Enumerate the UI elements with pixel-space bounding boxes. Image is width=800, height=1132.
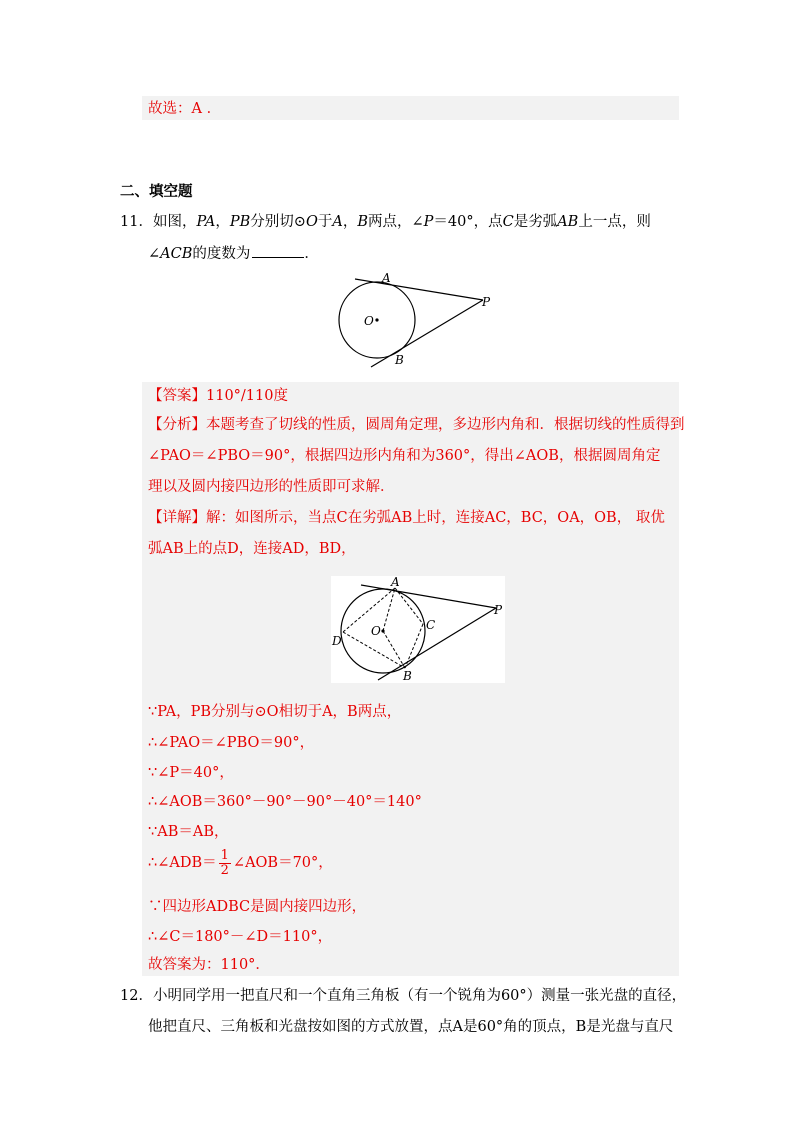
section-title: 二、填空题 xyxy=(120,183,193,200)
fig1-tangent-pa xyxy=(355,279,483,300)
fig1-label-a: A xyxy=(382,271,391,285)
q11-step-4: ∴∠AOB＝360°－90°－90°－40°＝140° xyxy=(148,794,422,810)
q11-step-9: 故答案为：110°． xyxy=(148,957,270,973)
q10-answer-block xyxy=(142,96,679,120)
fig1-label-p: P xyxy=(482,295,491,309)
q11-step-7: ∵四边形ADBC是圆内接四边形， xyxy=(148,899,367,915)
fig2-label-p: P xyxy=(494,603,503,617)
fraction-one-half: $\frac{1}{2}$ xyxy=(220,847,229,878)
q11-figure-2 xyxy=(331,576,505,683)
q11-step-6: ∴∠ADB＝ $\frac{1}{2}$ ∠AOB＝70°， xyxy=(148,847,333,878)
q12-line2: 他把直尺、三角板和光盘按如图的方式放置，点A是60°角的顶点，B是光盘与直尺 xyxy=(148,1019,674,1035)
q11-number: 11． xyxy=(120,214,153,230)
q12-line1: 12．小明同学用一把直尺和一个直角三角板（有一个锐角为60°）测量一张光盘的直径， xyxy=(120,988,687,1004)
fig2-label-b: B xyxy=(403,669,412,683)
q11-question-line2: ∠ACB的度数为 ． xyxy=(148,243,319,264)
fig2-background xyxy=(331,576,505,683)
q11-step-8: ∴∠C＝180°－∠D＝110°， xyxy=(148,929,333,945)
q11-analysis-line3: 理以及圆内接四边形的性质即可求解． xyxy=(148,479,395,495)
q11-analysis-line2: ∠PAO＝∠PBO＝90°，根据四边形内角和为360°，得出∠AOB，根据圆周角定 xyxy=(148,448,661,464)
fig2-label-a: A xyxy=(391,576,400,589)
fig1-tangent-pb xyxy=(371,300,483,367)
q11-detail-line2: 弧AB上的点D，连接AD，BD， xyxy=(148,541,356,557)
q11-step-5: ∵AB＝AB， xyxy=(148,824,229,840)
fig1-label-o: O xyxy=(364,314,374,328)
fig2-label-o: O xyxy=(371,624,381,638)
fig1-center xyxy=(375,318,378,321)
q11-step-1: ∵PA，PB分别与⊙O相切于A，B两点， xyxy=(148,704,402,720)
q12-number: 12． xyxy=(120,988,153,1004)
q11-answer: 【答案】110°/110度 xyxy=(148,388,288,404)
q11-detail-line1: 【详解】解：如图所示，当点C在劣弧AB上时，连接AC，BC，OA，OB， 取优 xyxy=(148,510,665,526)
fig2-label-c: C xyxy=(426,618,436,632)
q11-step-2: ∴∠PAO＝∠PBO＝90°， xyxy=(148,735,315,751)
q11-figure-1 xyxy=(335,270,495,370)
q11-step-3: ∵∠P＝40°， xyxy=(148,765,234,781)
q11-question-line1: 11．如图，PA，PB分别切⊙O于A，B两点，∠P＝40°，点C是劣弧AB上一点，则 xyxy=(120,214,651,230)
q11-analysis-line1: 【分析】本题考查了切线的性质，圆周角定理，多边形内角和．根据切线的性质得到 xyxy=(148,417,685,433)
fig2-center xyxy=(381,629,384,632)
answer-blank xyxy=(252,243,304,258)
fig2-label-d: D xyxy=(332,634,342,648)
q10-answer: 故选：A ． xyxy=(148,101,222,117)
fig1-label-b: B xyxy=(395,353,404,367)
